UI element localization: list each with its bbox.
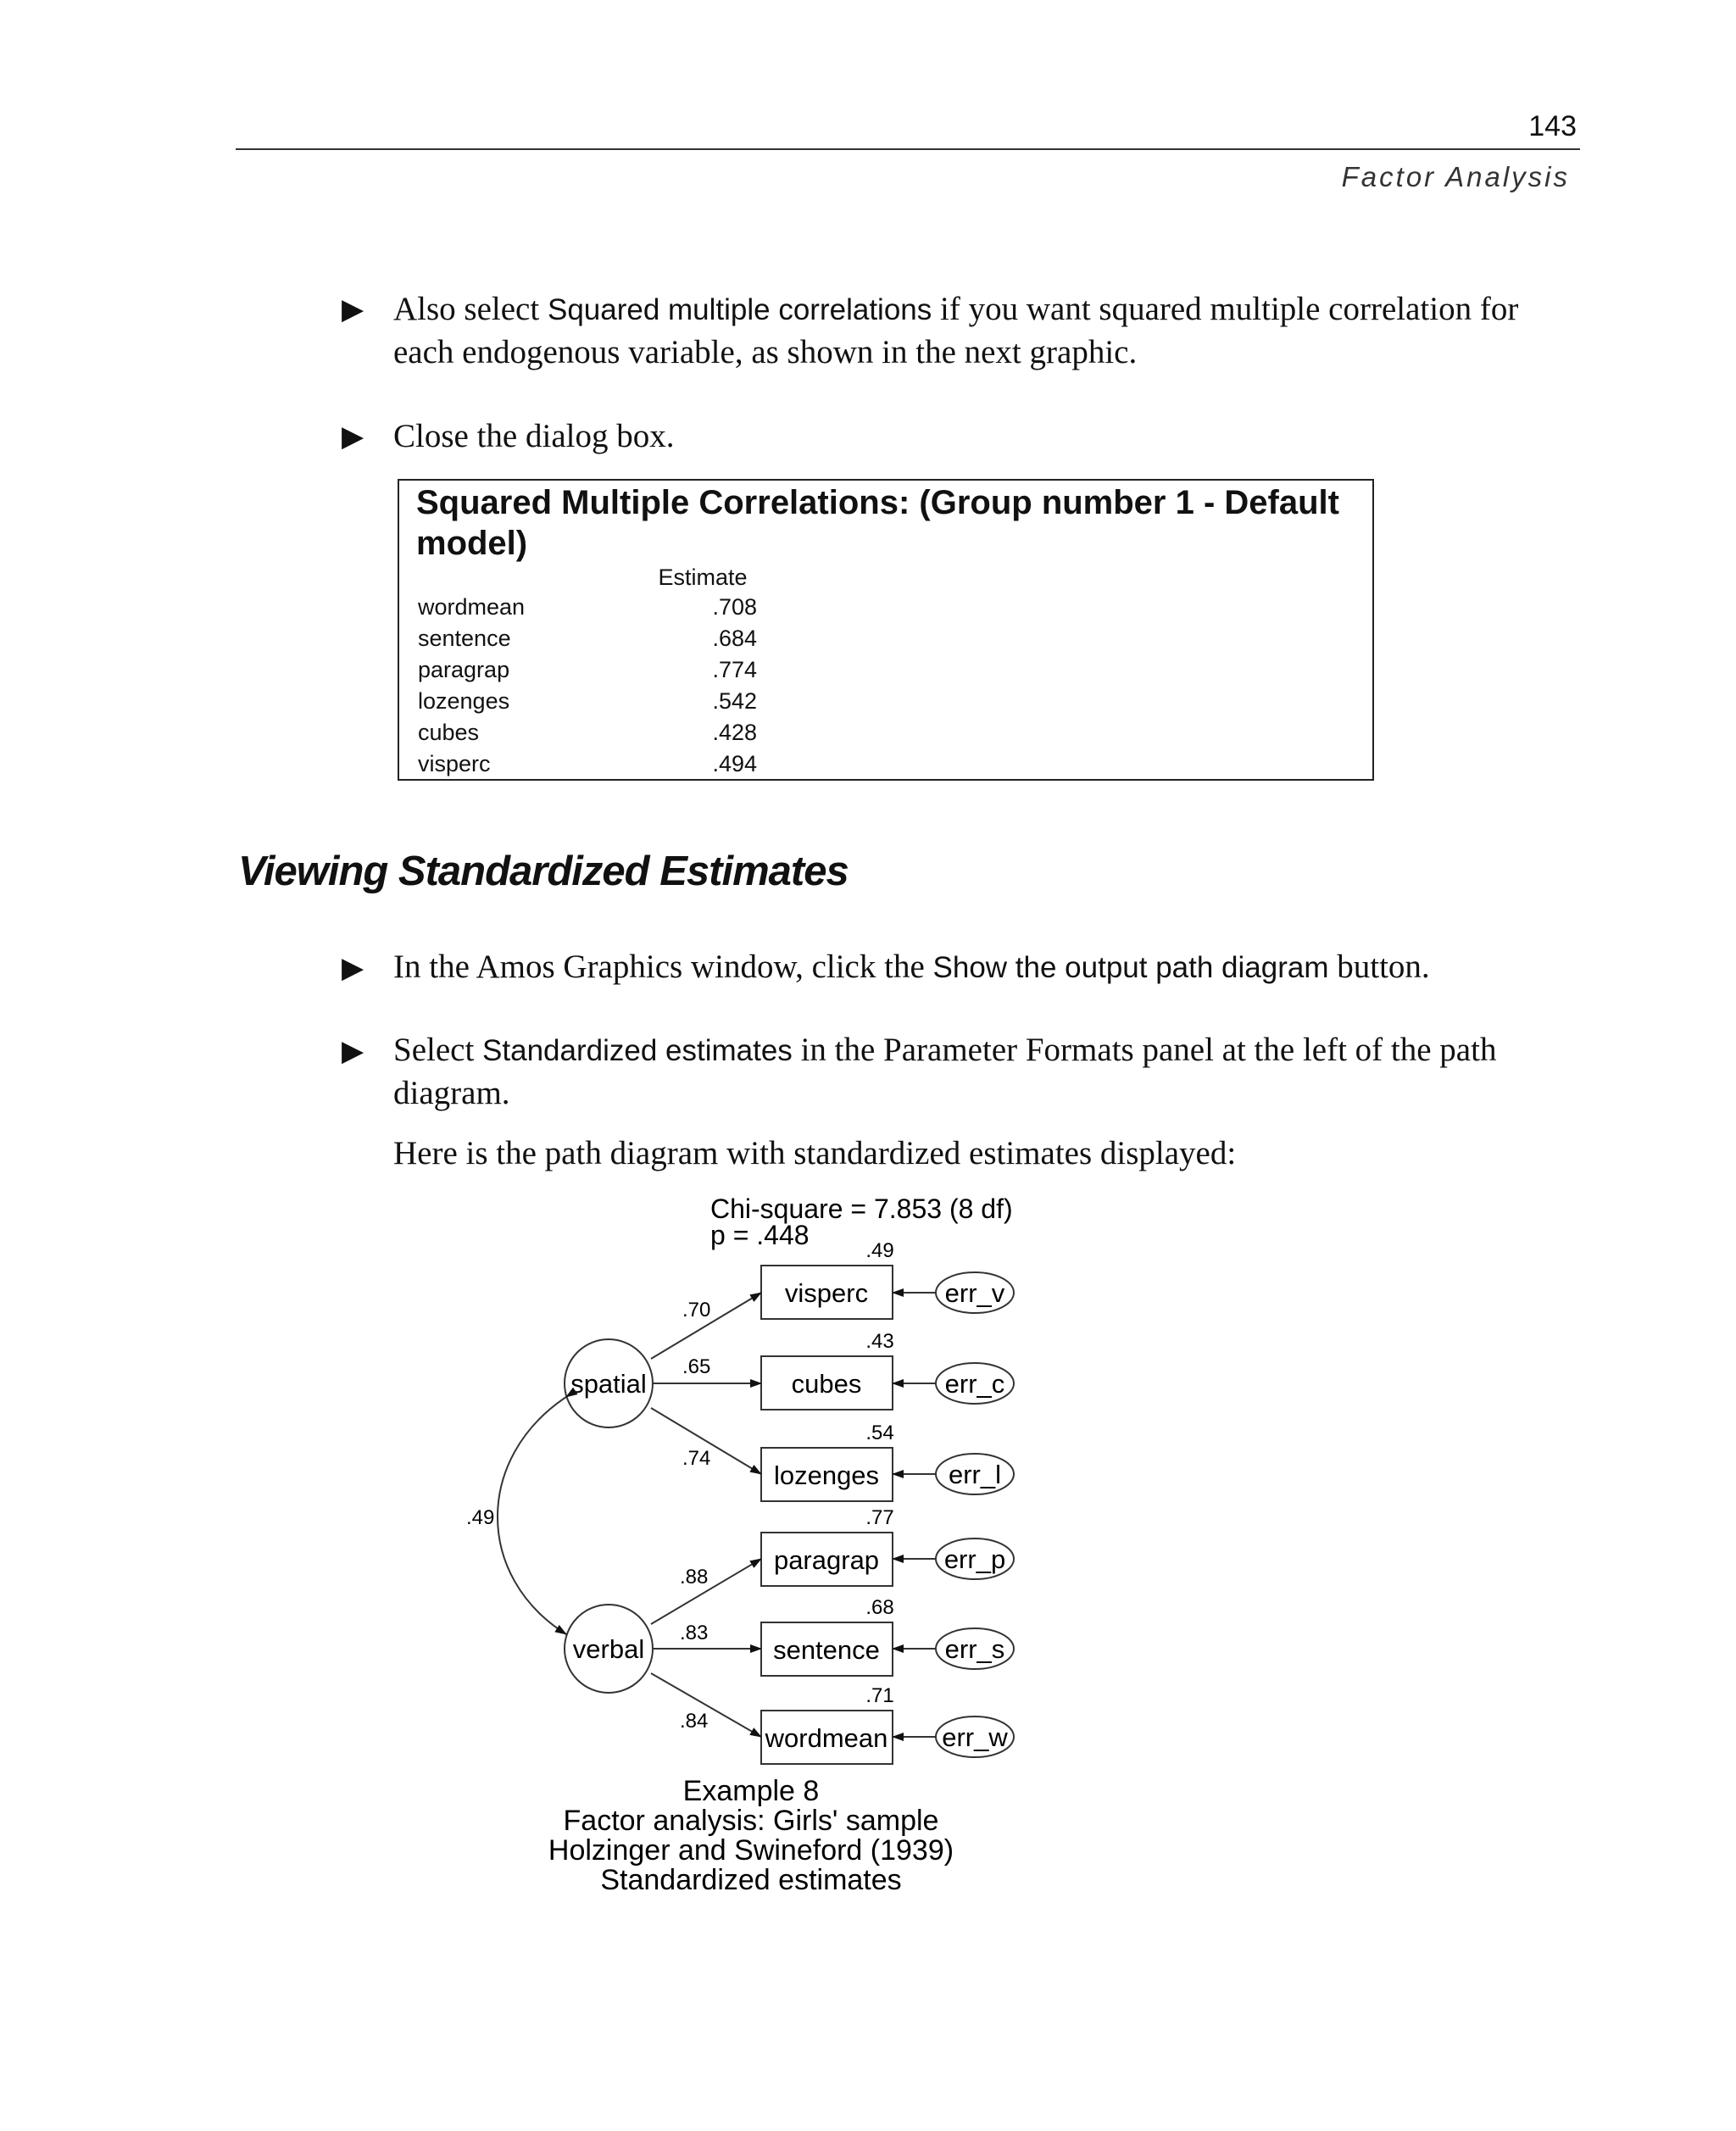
loading-value: .84 xyxy=(680,1710,709,1733)
factor-label: verbal xyxy=(572,1634,645,1664)
running-title: Factor Analysis xyxy=(1341,161,1570,192)
estimate-value: .428 xyxy=(712,720,757,745)
estimate-value: .774 xyxy=(712,657,757,682)
r-squared-value: .68 xyxy=(865,1596,894,1619)
indicator-label: wordmean xyxy=(765,1723,888,1753)
bullet-text-before: Also select xyxy=(393,291,548,327)
estimate-value: .494 xyxy=(712,751,757,776)
step-text-after: in the Parameter Formats panel at the left of the path diagram. xyxy=(393,1032,1497,1111)
indicator-label: paragrap xyxy=(773,1545,880,1575)
loading-value: .74 xyxy=(682,1447,711,1470)
diagram-caption-line: Holzinger and Swineford (1939) xyxy=(548,1834,954,1867)
page-number: 143 xyxy=(1528,110,1577,142)
step-text-after: button. xyxy=(1328,949,1430,985)
indicator-label: sentence xyxy=(773,1635,880,1665)
ui-term: Squared multiple correlations xyxy=(547,293,932,326)
ui-term: Show the output path diagram xyxy=(932,951,1329,984)
ui-term: Standardized estimates xyxy=(482,1034,793,1067)
indicator-label: lozenges xyxy=(773,1461,880,1490)
estimate-value: .708 xyxy=(712,594,757,620)
bullet-marker-icon: ▶ xyxy=(342,953,364,984)
error-label: err_v xyxy=(944,1278,1005,1308)
step-text-before: In the Amos Graphics window, click the xyxy=(393,949,933,985)
p-value-label: p = .448 xyxy=(710,1220,810,1250)
r-squared-value: .49 xyxy=(865,1239,894,1262)
bullet-marker-icon: ▶ xyxy=(342,1036,364,1067)
loading-value: .65 xyxy=(682,1355,711,1378)
step-text-before: Select xyxy=(393,1032,483,1068)
diagram-caption-line: Example 8 xyxy=(682,1775,820,1807)
r-squared-value: .54 xyxy=(865,1422,894,1444)
r-squared-value: .71 xyxy=(865,1684,894,1707)
error-label: err_w xyxy=(942,1722,1008,1752)
bullet-marker-icon: ▶ xyxy=(342,421,364,453)
estimate-value: .684 xyxy=(712,626,757,651)
estimate-value: .542 xyxy=(712,688,757,714)
indicator-label: visperc xyxy=(784,1278,869,1308)
section-heading: Viewing Standardized Estimates xyxy=(238,849,849,894)
loading-value: .88 xyxy=(680,1566,709,1589)
indicator-label: cubes xyxy=(791,1369,862,1399)
factor-correlation-value: .49 xyxy=(466,1506,495,1529)
variable-name: visperc xyxy=(418,751,491,776)
error-label: err_p xyxy=(943,1544,1006,1574)
variable-name: paragrap xyxy=(418,657,510,682)
intro-paragraph: Here is the path diagram with standardized estimates displayed: xyxy=(393,1135,1237,1171)
loading-value: .70 xyxy=(682,1299,711,1321)
diagram-caption-line: Factor analysis: Girls' sample xyxy=(563,1805,939,1837)
error-label: err_s xyxy=(944,1634,1005,1664)
factor-label: spatial xyxy=(570,1369,647,1399)
chi-square-label: Chi-square = 7.853 (8 df) xyxy=(710,1193,1013,1224)
estimate-column-header: Estimate xyxy=(658,565,748,590)
variable-name: cubes xyxy=(418,720,480,745)
r-squared-value: .43 xyxy=(865,1330,894,1353)
factor-correlation-path xyxy=(498,1397,566,1634)
variable-name: sentence xyxy=(418,626,511,651)
variable-name: wordmean xyxy=(418,594,526,620)
bullet-text: Close the dialog box. xyxy=(393,418,675,454)
error-label: err_c xyxy=(944,1369,1005,1399)
variable-name: lozenges xyxy=(418,688,510,714)
diagram-caption-line: Standardized estimates xyxy=(600,1864,902,1896)
bullet-text-after: if you want squared multiple correlation for each endogenous variable, as shown in the next graphic. xyxy=(393,291,1519,370)
loading-value: .83 xyxy=(680,1622,709,1644)
bullet-marker-icon: ▶ xyxy=(342,294,364,325)
smc-table-title: Squared Multiple Correlations: (Group number 1 - Default model) xyxy=(416,484,1339,562)
r-squared-value: .77 xyxy=(865,1506,894,1529)
error-label: err_l xyxy=(948,1460,1002,1489)
